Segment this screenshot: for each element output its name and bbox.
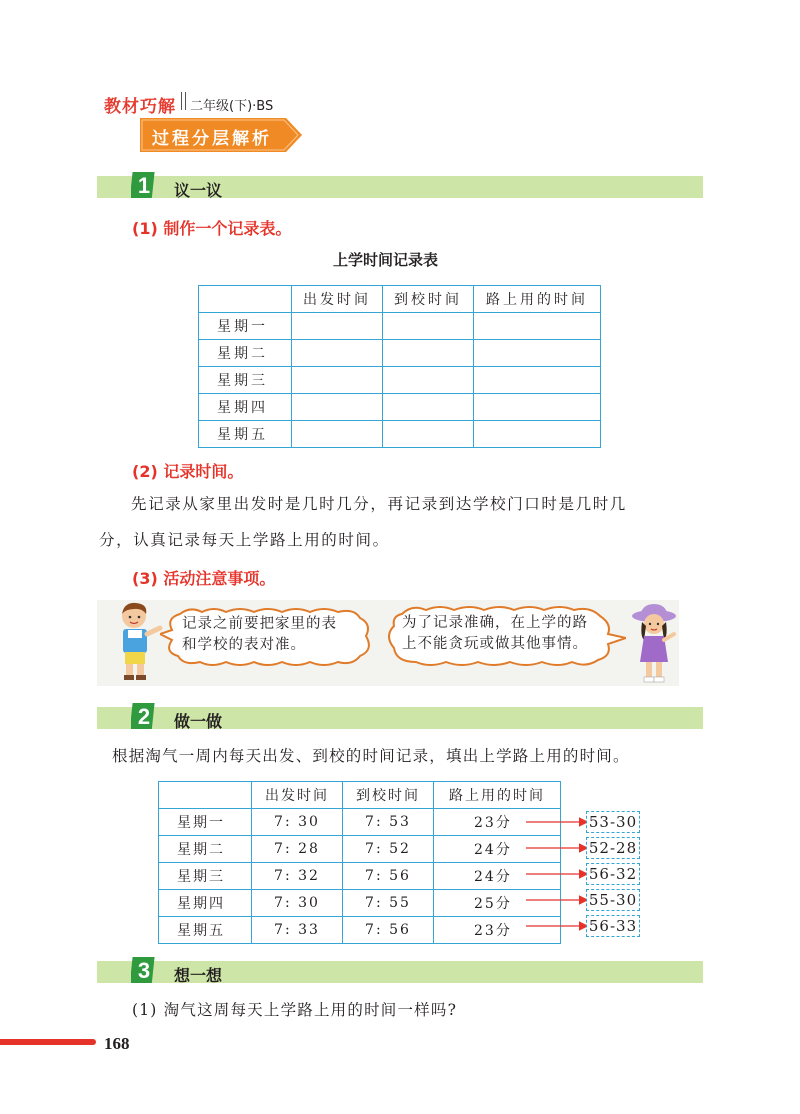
grade-label: 二年级(下)·BS xyxy=(190,99,274,114)
table-cell xyxy=(383,367,474,394)
table-row xyxy=(159,890,561,917)
question-1: (1) 淘气这周每天上学路上用的时间一样吗? xyxy=(132,1001,458,1019)
header-separator xyxy=(181,92,186,110)
cloud-right-line-2: 上不能贪玩或做其他事情。 xyxy=(402,636,588,652)
table-cell: 7: 56 xyxy=(343,917,434,944)
table-cell: 7: 53 xyxy=(343,809,434,836)
section-number-1: 1 xyxy=(137,173,151,198)
calc-box-4: 55-30 xyxy=(586,889,640,911)
table-cell: 7: 52 xyxy=(343,836,434,863)
girl-illustration xyxy=(626,604,682,686)
table-cell xyxy=(474,340,601,367)
header-cell: 路上用的时间 xyxy=(474,286,601,313)
table-cell: 24分 xyxy=(434,863,561,890)
cloud-right-line-1: 为了记录准确，在上学的路 xyxy=(402,615,588,631)
header-cell-empty xyxy=(199,286,292,313)
day-cell: 星期三 xyxy=(199,367,292,394)
table-cell xyxy=(474,394,601,421)
table-cell: 星期三 xyxy=(159,863,252,890)
section-number-3: 3 xyxy=(137,958,151,983)
table-cell: 星期五 xyxy=(159,917,252,944)
table-row xyxy=(199,394,601,421)
banner-title: 过程分层解析 xyxy=(152,129,272,149)
section-number-badge-3 xyxy=(131,953,157,985)
header-cell: 路上用的时间 xyxy=(434,782,561,809)
table-row xyxy=(159,863,561,890)
cloud-left-line-2: 和学校的表对准。 xyxy=(182,637,306,653)
table-title: 上学时间记录表 xyxy=(333,251,439,269)
calc-box-3: 56-32 xyxy=(586,863,640,885)
table-cell xyxy=(292,340,383,367)
table-cell: 23分 xyxy=(434,917,561,944)
section-title-2: 做一做 xyxy=(174,712,223,731)
table-row xyxy=(159,809,561,836)
table-cell: 7: 55 xyxy=(343,890,434,917)
paragraph-line-1: 先记录从家里出发时是几时几分，再记录到达学校门口时是几时几 xyxy=(131,495,627,513)
table-cell xyxy=(292,313,383,340)
book-brand: 教材巧解 xyxy=(104,97,176,117)
table-cell: 7: 33 xyxy=(252,917,343,944)
table-row xyxy=(159,836,561,863)
subheading-record-time: (2) 记录时间。 xyxy=(132,462,244,481)
paragraph-line-2: 分，认真记录每天上学路上用的时间。 xyxy=(99,531,390,549)
table-cell: 23分 xyxy=(434,809,561,836)
table-cell: 25分 xyxy=(434,890,561,917)
header-cell-empty xyxy=(159,782,252,809)
calc-arrows xyxy=(520,810,588,940)
section-title-1: 议一议 xyxy=(174,181,223,200)
record-table-blank xyxy=(198,285,601,448)
table-row xyxy=(199,421,601,448)
header-cell: 出发时间 xyxy=(292,286,383,313)
table-header-row xyxy=(199,286,601,313)
table-cell xyxy=(383,394,474,421)
cloud-left-line-1: 记录之前要把家里的表 xyxy=(182,616,337,632)
table-cell: 7: 32 xyxy=(252,863,343,890)
section-number-2: 2 xyxy=(137,704,151,729)
table-cell xyxy=(292,421,383,448)
table-header-row xyxy=(159,782,561,809)
table-cell: 星期二 xyxy=(159,836,252,863)
calc-box-1: 53-30 xyxy=(586,811,640,833)
page-number: 168 xyxy=(104,1034,130,1053)
table-row xyxy=(159,917,561,944)
table-cell: 7: 28 xyxy=(252,836,343,863)
calc-box-2: 52-28 xyxy=(586,837,640,859)
table-cell xyxy=(474,421,601,448)
table-cell: 星期一 xyxy=(159,809,252,836)
subheading-notes: (3) 活动注意事项。 xyxy=(132,569,276,588)
table-cell xyxy=(474,313,601,340)
day-cell: 星期二 xyxy=(199,340,292,367)
footer-red-bar xyxy=(0,1039,96,1045)
table-cell xyxy=(292,394,383,421)
table-row xyxy=(199,340,601,367)
table-cell: 7: 56 xyxy=(343,863,434,890)
section-title-3: 想一想 xyxy=(174,966,223,985)
exercise-intro: 根据淘气一周内每天出发、到校的时间记录，填出上学路上用的时间。 xyxy=(112,747,630,765)
table-cell: 7: 30 xyxy=(252,809,343,836)
section-number-badge-2 xyxy=(131,699,157,731)
header-cell: 到校时间 xyxy=(343,782,434,809)
table-cell: 24分 xyxy=(434,836,561,863)
table-cell xyxy=(474,367,601,394)
day-cell: 星期一 xyxy=(199,313,292,340)
day-cell: 星期五 xyxy=(199,421,292,448)
calc-box-5: 56-33 xyxy=(586,915,640,937)
header-cell: 出发时间 xyxy=(252,782,343,809)
table-cell: 星期四 xyxy=(159,890,252,917)
day-cell: 星期四 xyxy=(199,394,292,421)
table-cell xyxy=(383,313,474,340)
subheading-make-table: (1) 制作一个记录表。 xyxy=(132,219,292,238)
table-cell xyxy=(383,421,474,448)
record-table-filled xyxy=(158,781,561,944)
table-row xyxy=(199,367,601,394)
section-number-badge-1 xyxy=(131,168,157,200)
table-row xyxy=(199,313,601,340)
table-cell xyxy=(383,340,474,367)
table-cell xyxy=(292,367,383,394)
table-cell: 7: 30 xyxy=(252,890,343,917)
header-cell: 到校时间 xyxy=(383,286,474,313)
